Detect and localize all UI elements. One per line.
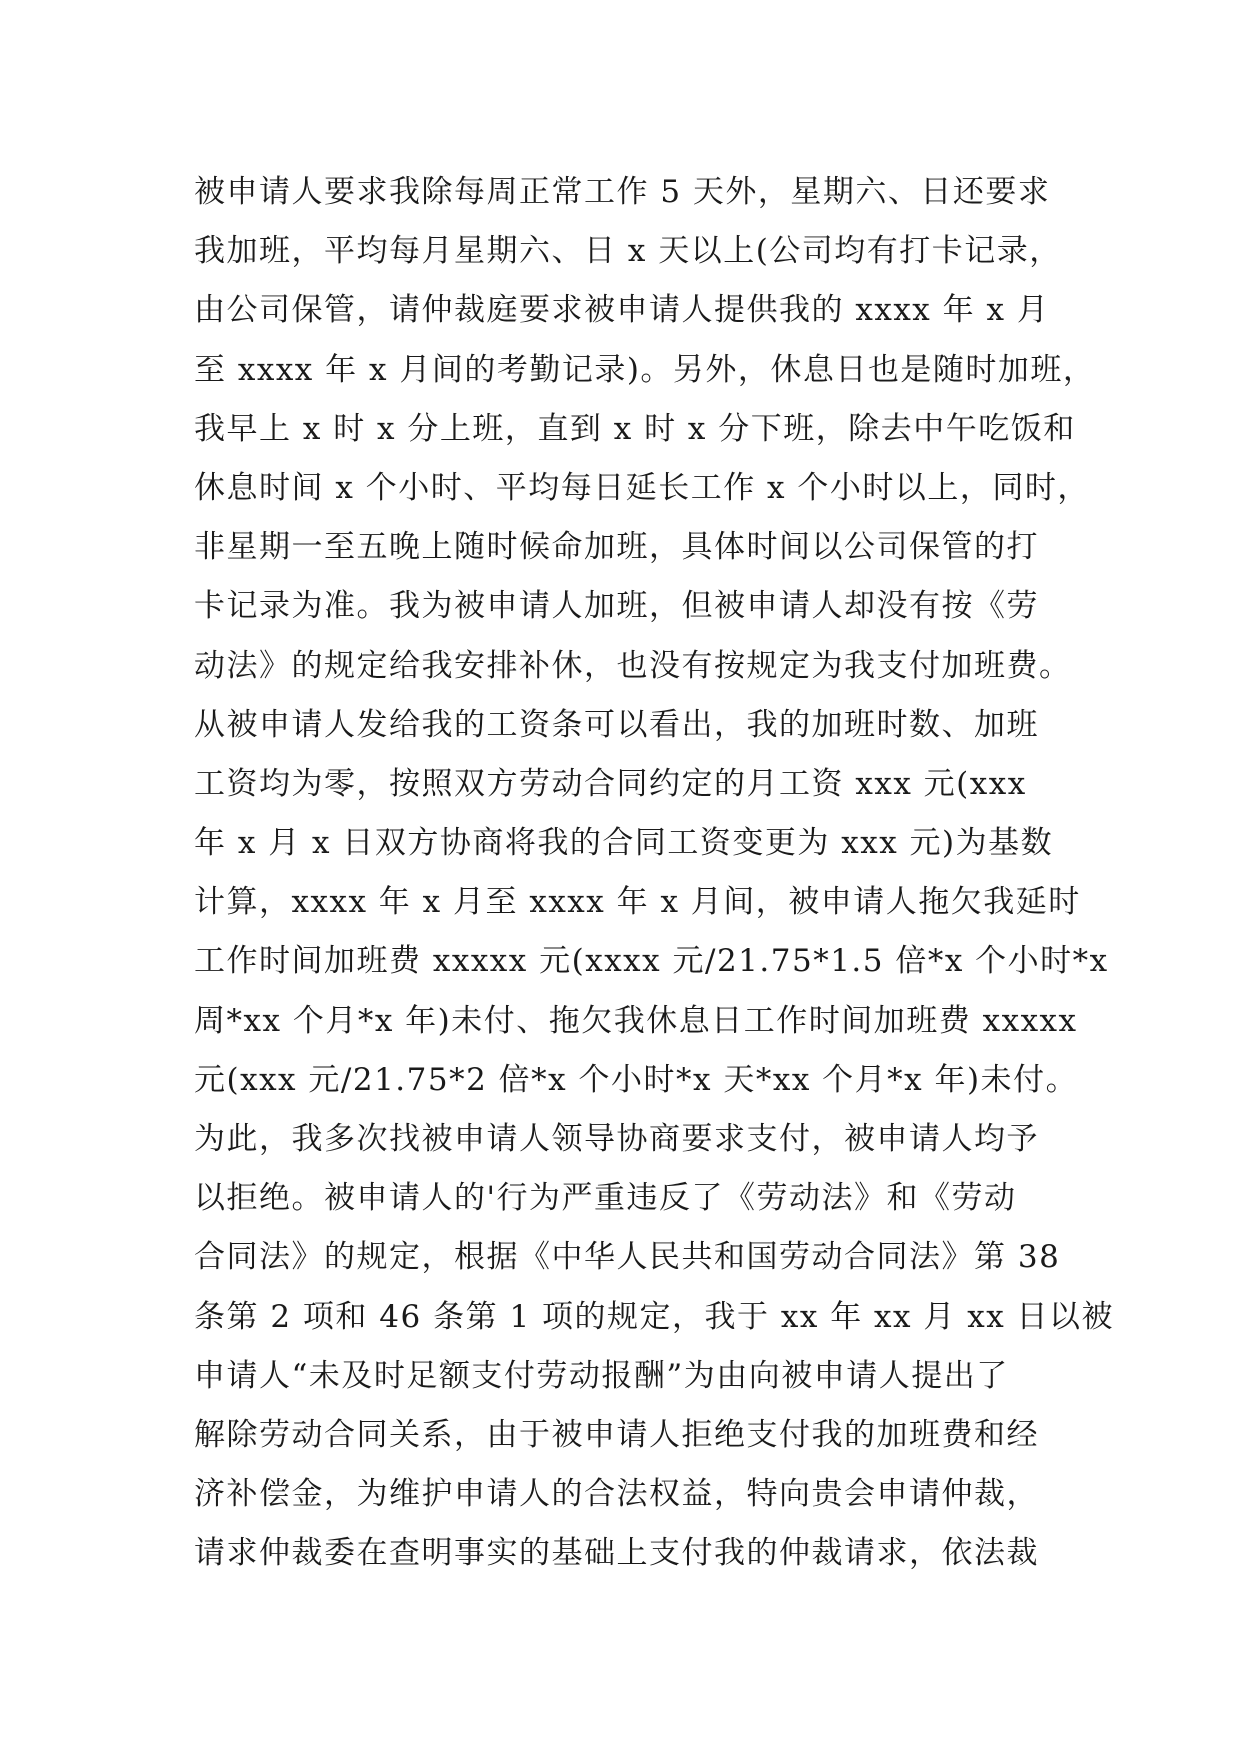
text-line: 计算，xxxx 年 x 月至 xxxx 年 x 月间，被申请人拖欠我延时 xyxy=(194,884,1081,921)
text-line: 我早上 x 时 x 分上班，直到 x 时 x 分下班，除去中午吃饭和 xyxy=(194,410,1076,447)
text-line: 济补偿金，为维护申请人的合法权益，特向贵会申请仲裁， xyxy=(194,1476,1039,1513)
text-line: 卡记录为准。我为被申请人加班，但被申请人却没有按《劳 xyxy=(194,588,1039,625)
text-line: 至 xxxx 年 x 月间的考勤记录)。另外，休息日也是随时加班， xyxy=(194,351,1096,388)
text-line: 元(xxx 元/21.75*2 倍*x 个小时*x 天*xx 个月*x 年)未付。 xyxy=(194,1061,1079,1098)
text-line: 动法》的规定给我安排补休，也没有按规定为我支付加班费。 xyxy=(194,647,1072,684)
body-paragraph xyxy=(194,163,1115,1584)
text-line: 以拒绝。被申请人的'行为严重违反了《劳动法》和《劳动 xyxy=(194,1180,1017,1217)
text-line: 非星期一至五晚上随时候命加班，具体时间以公司保管的打 xyxy=(194,529,1039,566)
text-line: 工作时间加班费 xxxxx 元(xxxx 元/21.75*1.5 倍*x 个小时*x xyxy=(194,943,1109,980)
text-line: 申请人“未及时足额支付劳动报酬”为由向被申请人提出了 xyxy=(194,1357,1009,1394)
text-line: 工资均为零，按照双方劳动合同约定的月工资 xxx 元(xxx xyxy=(194,765,1027,802)
text-line: 由公司保管，请仲裁庭要求被申请人提供我的 xxxx 年 x 月 xyxy=(194,292,1050,329)
text-line: 为此，我多次找被申请人领导协商要求支付，被申请人均予 xyxy=(194,1121,1039,1157)
text-line: 我加班，平均每月星期六、日 x 天以上(公司均有打卡记录， xyxy=(194,233,1062,270)
text-line: 合同法》的规定，根据《中华人民共和国劳动合同法》第 38 xyxy=(194,1239,1061,1276)
text-line: 休息时间 x 个小时、平均每日延长工作 x 个小时以上，同时， xyxy=(194,469,1090,506)
text-line: 条第 2 项和 46 条第 1 项的规定，我于 xx 年 xx 月 xx 日以被 xyxy=(194,1298,1115,1335)
text-line: 请求仲裁委在查明事实的基础上支付我的仲裁请求，依法裁 xyxy=(194,1535,1039,1572)
text-line: 被申请人要求我除每周正常工作 5 天外，星期六、日还要求 xyxy=(194,174,1051,210)
text-line: 从被申请人发给我的工资条可以看出，我的加班时数、加班 xyxy=(194,706,1039,743)
text-line: 解除劳动合同关系，由于被申请人拒绝支付我的加班费和经 xyxy=(194,1416,1039,1453)
text-line: 周*xx 个月*x 年)未付、拖欠我休息日工作时间加班费 xxxxx xyxy=(194,1002,1078,1039)
text-line: 年 x 月 x 日双方协商将我的合同工资变更为 xxx 元)为基数 xyxy=(194,825,1054,862)
